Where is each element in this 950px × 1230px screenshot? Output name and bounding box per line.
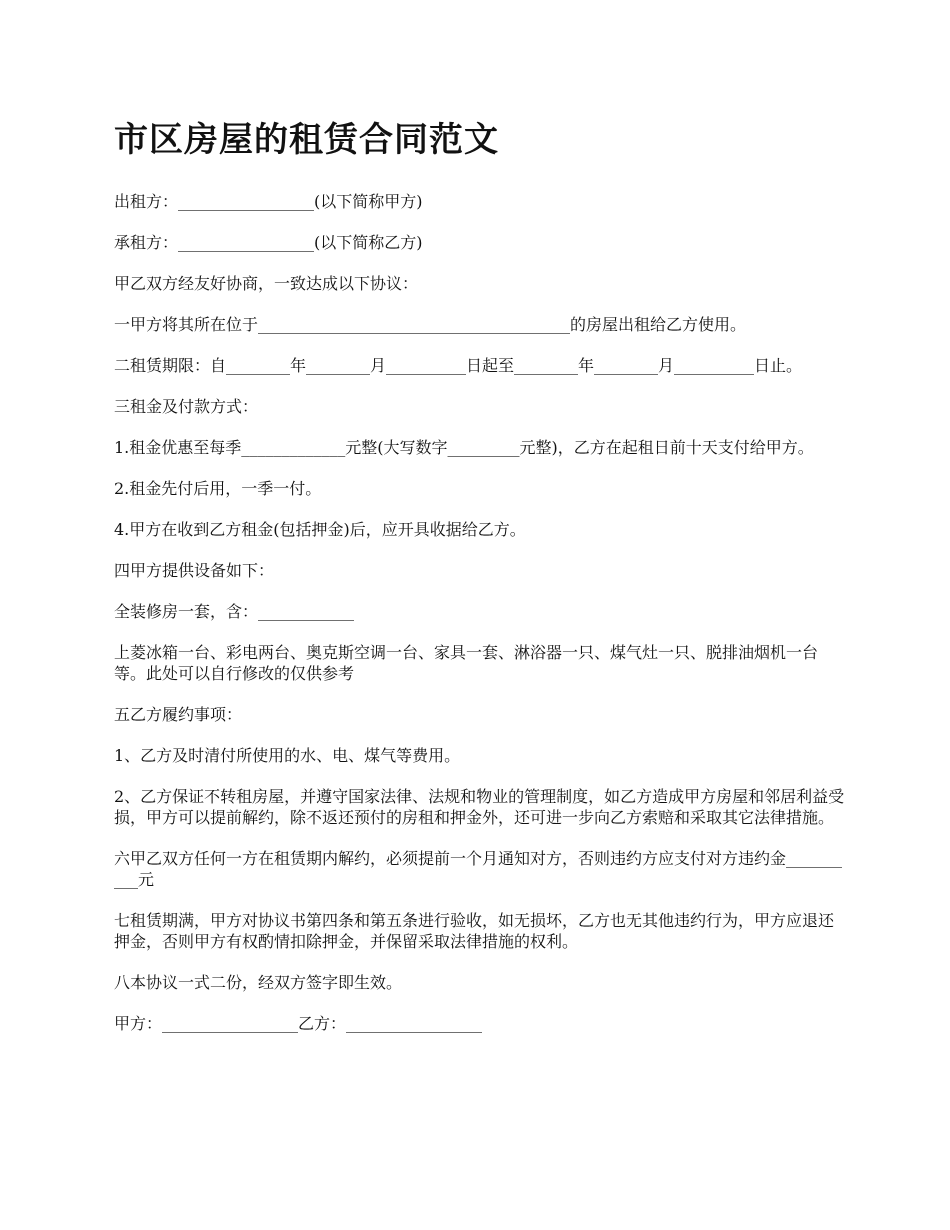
clause-3-item-1: 1.租金优惠至每季_____________元整(大写数字_________元整)，乙方在起租日前十天支付给甲方。 — [114, 438, 814, 457]
clause-5-item-1: 1、乙方及时清付所使用的水、电、煤气等费用。 — [114, 746, 461, 765]
agreement-intro: 甲乙双方经友好协商，一致达成以下协议： — [114, 274, 419, 293]
clause-6-termination: 六甲乙双方任何一方在租赁期内解约，必须提前一个月通知对方，否则违约方应支付对方违约金__________元 — [114, 849, 843, 889]
clause-7-expiry: 七租赁期满，甲方对协议书第四条和第五条进行验收，如无损坏，乙方也无其他违约行为，甲方应退还押金，否则甲方有权酌情扣除押金，并保留采取法律措施的权利。 — [114, 911, 835, 951]
clause-4-equipment: 上菱冰箱一台、彩电两台、奥克斯空调一台、家具一套、淋浴器一只、煤气灶一只、脱排油烟机一台等。此处可以自行修改的仅供参考 — [114, 643, 819, 683]
clause-3-item-4: 4.甲方在收到乙方租金(包括押金)后，应开具收据给乙方。 — [114, 520, 526, 539]
document-title: 市区房屋的租赁合同范文 — [114, 120, 499, 160]
lessee-line: 承租方：_________________(以下简称乙方) — [114, 233, 423, 252]
signature-line: 甲方：_________________乙方：_________________ — [114, 1014, 483, 1033]
clause-2-term: 二租赁期限：自________年________月__________日起至________年________月__________日止。 — [114, 356, 803, 375]
clause-5-item-2: 2、乙方保证不转租房屋，并遵守国家法律、法规和物业的管理制度，如乙方造成甲方房屋和邻居利益受损，甲方可以提前解约，除不返还预付的房租和押金外，还可进一步向乙方索赔和采取其它法律措施。 — [114, 787, 845, 827]
document-page — [114, 112, 849, 1054]
clause-1-location: 一甲方将其所在位于_______________________________________的房屋出租给乙方使用。 — [114, 315, 747, 334]
lessor-line: 出租方：_________________(以下简称甲方) — [114, 192, 423, 211]
clause-8-copies: 八本协议一式二份，经双方签字即生效。 — [114, 973, 403, 992]
clause-4-fitout: 全装修房一套，含：____________ — [114, 602, 355, 621]
clause-3-item-2: 2.租金先付后用，一季一付。 — [114, 479, 322, 498]
clause-5-heading: 五乙方履约事项： — [114, 705, 243, 724]
clause-3-heading: 三租金及付款方式： — [114, 397, 259, 416]
clause-4-heading: 四甲方提供设备如下： — [114, 561, 275, 580]
